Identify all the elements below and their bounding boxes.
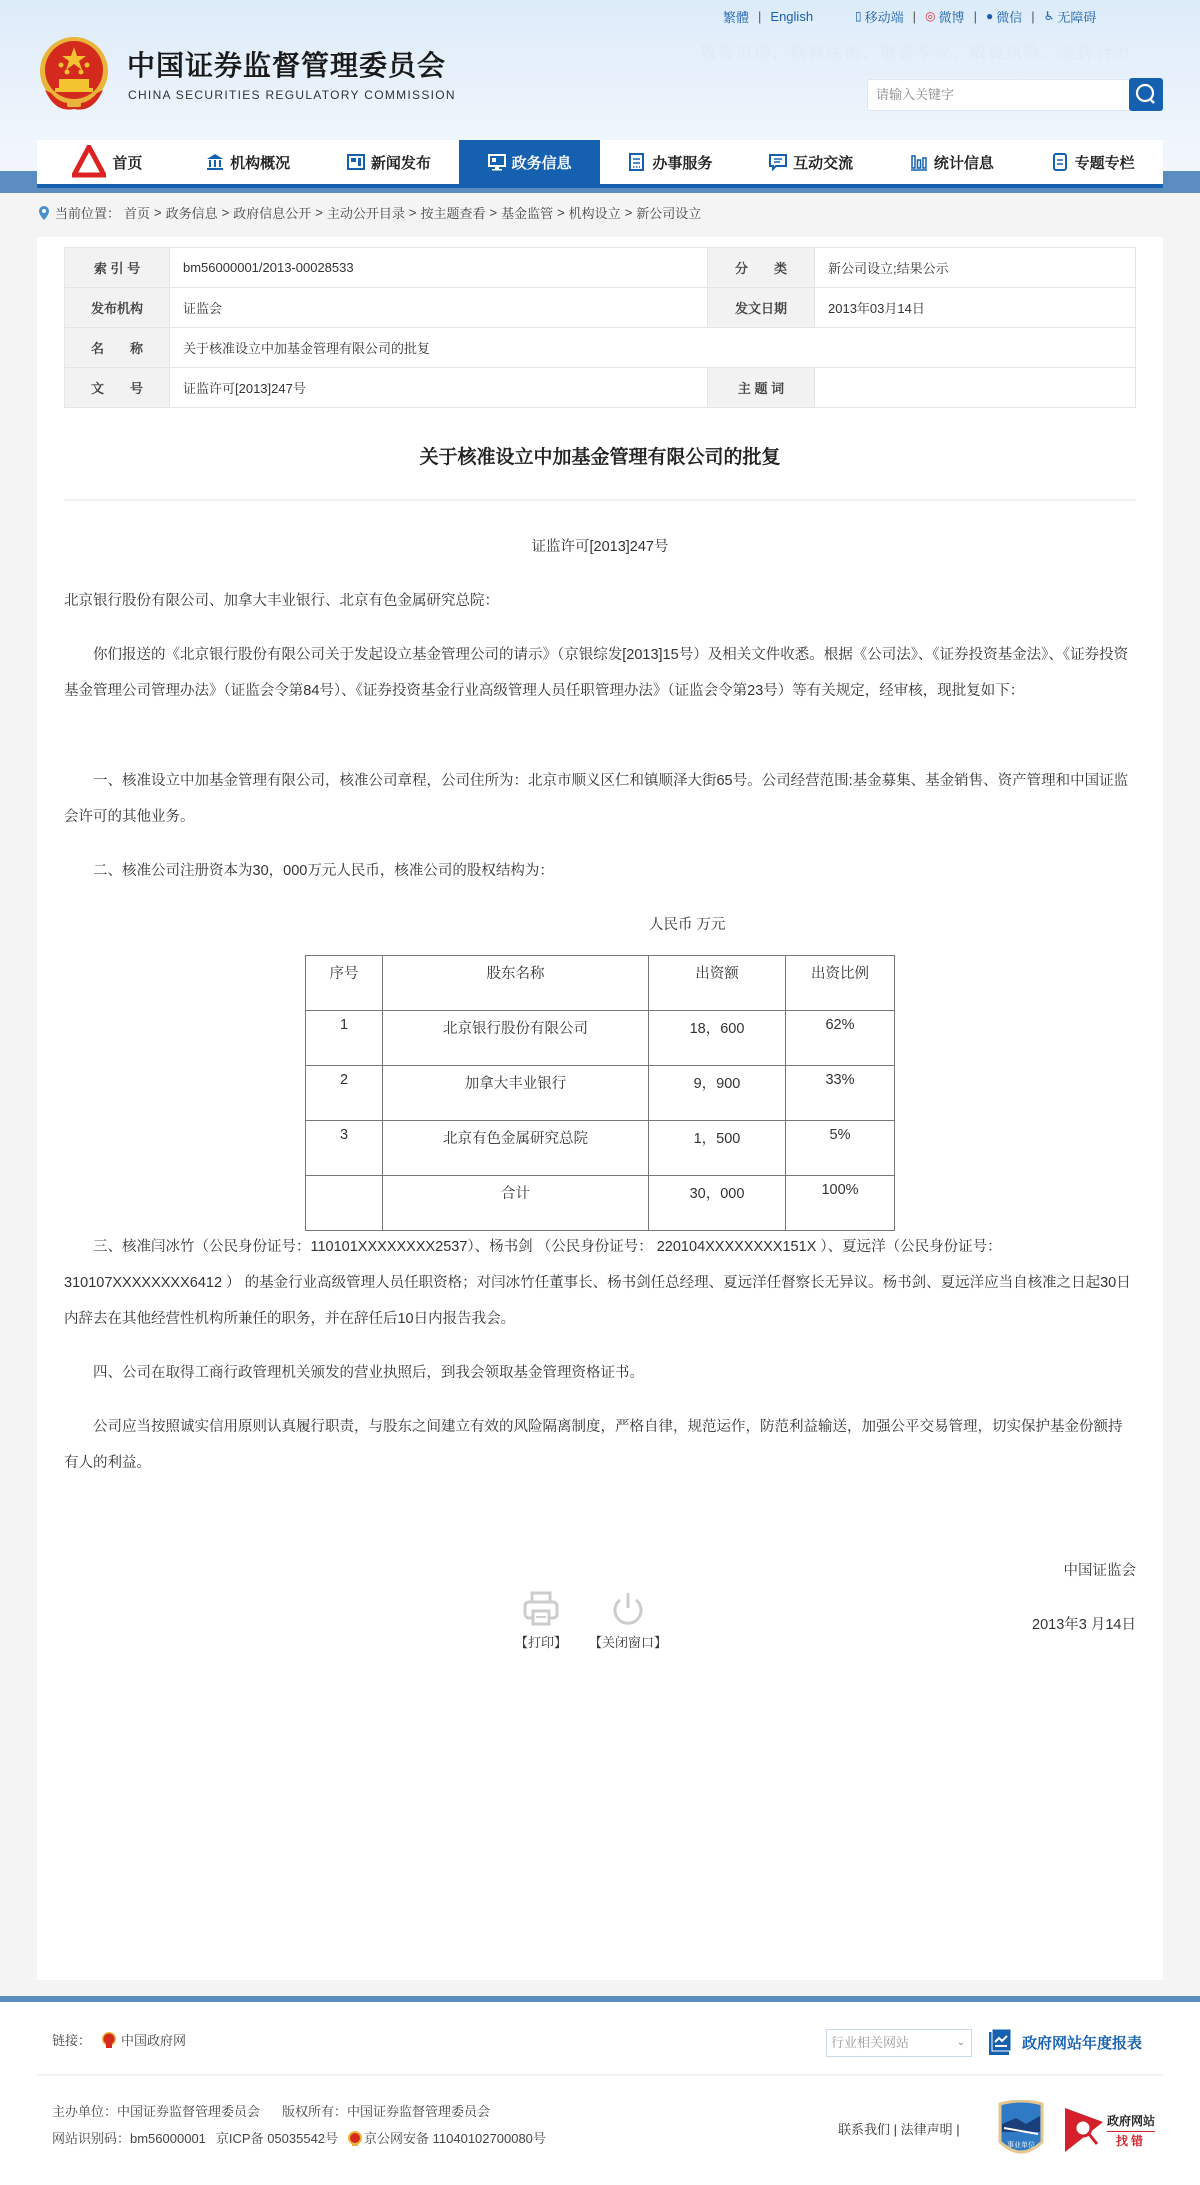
breadcrumb-separator: > xyxy=(221,205,230,220)
meta-value: 新公司设立;结果公示 xyxy=(815,248,1136,288)
table-header: 出资比例 xyxy=(786,956,895,1011)
table-total-row xyxy=(306,1176,895,1231)
annual-report-link[interactable] xyxy=(988,2028,1142,2056)
meta-label: 发文日期 xyxy=(708,288,815,328)
meta-label: 分 类 xyxy=(708,248,815,288)
meta-value: 证监会 xyxy=(170,288,708,328)
paragraph-intro: 你们报送的《北京银行股份有限公司关于发起设立基金管理公司的请示》（京银综发[2013]15号）及相关文件收悉。根据《公司法》、《证券投资基金法》、《证券投资基金管理公司管理办法》（证监会令第84号）、《证券投资基金行业高级管理人员任职管理办法》（证监会令第23号）等有关规定，经审核，现批复如下： xyxy=(64,647,1129,699)
stats-icon xyxy=(910,153,928,171)
main-content xyxy=(37,237,1163,1980)
search-icon xyxy=(1129,78,1163,111)
search-button[interactable] xyxy=(1129,78,1163,111)
table-cell: 北京有色金属研究总院 xyxy=(383,1121,649,1176)
table-row xyxy=(306,1011,895,1066)
site-footer xyxy=(0,1996,1200,2185)
site-subtitle: CHINA SECURITIES REGULATORY COMMISSION xyxy=(128,88,456,102)
table-cell: 30，000 xyxy=(649,1176,786,1231)
table-cell: 62% xyxy=(786,1011,895,1066)
addressee: 北京银行股份有限公司、加拿大丰业银行、北京有色金属研究总院： xyxy=(64,593,499,609)
nav-item-topics[interactable] xyxy=(1022,140,1163,184)
table-cell: 33% xyxy=(786,1066,895,1121)
table-cell: 1 xyxy=(306,1011,383,1066)
document-meta-table xyxy=(64,247,1136,408)
breadcrumb-item[interactable]: 政府信息公开 xyxy=(233,206,312,221)
table-cell: 3 xyxy=(306,1121,383,1176)
nav-item-gov-info[interactable] xyxy=(459,140,600,184)
table-cell: 2 xyxy=(306,1066,383,1121)
magnifier-flag-icon xyxy=(1065,2106,1103,2154)
gov-info-icon xyxy=(488,153,506,171)
table-cell: 1，500 xyxy=(649,1121,786,1176)
meta-label: 名 称 xyxy=(65,328,170,368)
gov-emblem-icon xyxy=(101,2031,117,2049)
meta-row xyxy=(65,328,1136,368)
gov-link-label: 中国政府网 xyxy=(121,2033,187,2048)
currency-unit: 人民币 万元 xyxy=(649,917,726,933)
breadcrumb-item[interactable]: 机构设立 xyxy=(568,206,621,221)
meta-row xyxy=(65,288,1136,328)
footer-links xyxy=(52,2030,186,2049)
nav-label: 政务信息 xyxy=(511,154,572,172)
table-row xyxy=(306,1121,895,1176)
link-accessibility[interactable]: 无障碍 xyxy=(1057,9,1097,25)
contact-us-link[interactable]: 联系我们 xyxy=(838,2122,891,2137)
findbug-top-text: 政府网站 xyxy=(1107,2112,1155,2132)
document-number: 证监许可[2013]247号 xyxy=(531,539,669,555)
shareholder-table xyxy=(305,955,895,1231)
breadcrumb-separator: > xyxy=(154,205,162,220)
paragraph-3: 三、核准闫冰竹（公民身份证号：110101XXXXXXXX2537）、杨书剑 （公民身份证号： 220104XXXXXXXX151X ）、夏远洋（公民身份证号：310107XXXXXXXX6412 ） 的基金行业高级管理人员任职资格；对闫冰竹任董事长、杨书剑任总经理、夏远洋任督察长无异议。杨书剑、夏远洋应当自核准之日起30日内辞去在其他经营性机构所兼任的职务，并在辞任后10日内报告我会。 xyxy=(64,1239,1131,1327)
institution-icon xyxy=(206,153,224,171)
nav-label: 首页 xyxy=(112,154,143,172)
table-header: 出资额 xyxy=(649,956,786,1011)
breadcrumb xyxy=(37,203,701,222)
breadcrumb-item[interactable]: 首页 xyxy=(124,206,151,221)
wechat-icon: ● xyxy=(985,9,994,23)
meta-label: 文 号 xyxy=(65,368,170,408)
link-traditional-chinese[interactable]: 繁體 xyxy=(723,9,750,25)
footer-info xyxy=(52,2098,546,2152)
police-badge-icon xyxy=(348,2131,362,2147)
nav-item-statistics[interactable] xyxy=(882,140,1023,184)
footer-contact-links: 联系我们 | 法律声明 | xyxy=(838,2122,960,2137)
public-institution-badge-icon[interactable] xyxy=(996,2100,1046,2162)
breadcrumb-separator: > xyxy=(557,205,565,220)
document-title: 关于核准设立中加基金管理有限公司的批复 xyxy=(419,447,781,468)
table-cell: 合计 xyxy=(383,1176,649,1231)
location-pin-icon xyxy=(37,205,51,221)
paragraph-2: 二、核准公司注册资本为30，000万元人民币，核准公司的股权结构为： xyxy=(93,863,554,879)
link-weibo[interactable]: 微博 xyxy=(938,9,965,25)
nav-item-service[interactable] xyxy=(600,140,741,184)
nav-item-home[interactable] xyxy=(37,140,178,184)
nav-label: 统计信息 xyxy=(933,154,994,172)
news-icon xyxy=(347,153,365,171)
nav-label: 专题专栏 xyxy=(1074,154,1135,172)
links-label: 链接： xyxy=(52,2033,92,2048)
nav-item-interaction[interactable] xyxy=(741,140,882,184)
breadcrumb-separator: > xyxy=(624,205,633,220)
service-icon xyxy=(628,153,646,171)
police-record[interactable]: 京公网安备 11040102700080号 xyxy=(364,2131,546,2146)
link-wechat[interactable]: 微信 xyxy=(996,9,1023,25)
breadcrumb-item[interactable]: 新公司设立 xyxy=(636,206,702,221)
close-window-button[interactable] xyxy=(589,1590,667,1651)
meta-value xyxy=(815,368,1136,408)
home-logo-icon xyxy=(72,145,106,179)
printer-icon xyxy=(522,1590,560,1628)
select-value: 行业相关网站 xyxy=(831,2035,910,2050)
breadcrumb-separator: > xyxy=(489,205,498,220)
svg-text:事业单位: 事业单位 xyxy=(1007,2141,1035,2149)
breadcrumb-separator: > xyxy=(408,205,417,220)
print-label: 【打印】 xyxy=(515,1635,568,1650)
nav-label: 办事服务 xyxy=(652,154,713,172)
top-links: 繁體 | English ▯ 移动端 | ◎ 微博 | ● 微信 | ♿ 无障碍 xyxy=(723,8,1097,25)
breadcrumb-item[interactable]: 按主题查看 xyxy=(420,206,486,221)
table-cell: 5% xyxy=(786,1121,895,1176)
title-divider xyxy=(64,499,1136,501)
nav-item-news[interactable] xyxy=(319,140,460,184)
icp-number[interactable]: 京ICP备 05035542号 xyxy=(215,2131,339,2146)
nav-item-institution[interactable] xyxy=(178,140,319,184)
meta-value: 2013年03月14日 xyxy=(815,288,1136,328)
find-error-badge[interactable] xyxy=(1065,2106,1155,2154)
related-sites-select[interactable] xyxy=(826,2029,972,2057)
slogan: 敬畏市场、敬畏法治、敬畏专业、敬畏风险、发挥合力 xyxy=(700,43,1133,62)
meta-value: bm56000001/2013-00028533 xyxy=(170,248,708,288)
meta-label: 主 题 词 xyxy=(708,368,815,408)
breadcrumb-prefix: 当前位置： xyxy=(55,206,121,221)
sign-date: 2013年3 月14日 xyxy=(1032,1617,1136,1633)
table-cell: 北京银行股份有限公司 xyxy=(383,1011,649,1066)
nav-label: 机构概况 xyxy=(230,154,291,172)
table-cell xyxy=(306,1176,383,1231)
table-header-row xyxy=(306,956,895,1011)
site-title: 中国证券监督管理委员会 xyxy=(127,49,447,82)
breadcrumb-item[interactable]: 主动公开目录 xyxy=(326,206,405,221)
weibo-icon: ◎ xyxy=(925,9,936,23)
power-icon xyxy=(609,1590,647,1628)
accessibility-icon: ♿ xyxy=(1043,9,1055,23)
legal-notice-link[interactable]: 法律声明 xyxy=(900,2122,953,2137)
table-header: 序号 xyxy=(306,956,383,1011)
chevron-down-icon: ⌄ xyxy=(956,2037,965,2048)
search-input[interactable]: 请输入关键字 xyxy=(867,79,1131,111)
meta-row xyxy=(65,248,1136,288)
gov-link[interactable] xyxy=(101,2030,186,2049)
table-cell: 18，600 xyxy=(649,1011,786,1066)
close-window-label: 【关闭窗口】 xyxy=(589,1635,668,1650)
paragraph-4: 四、公司在取得工商行政管理机关颁发的营业执照后，到我会领取基金管理资格证书。 xyxy=(93,1365,644,1381)
meta-label: 发布机构 xyxy=(65,288,170,328)
report-icon xyxy=(988,2028,1012,2056)
findbug-bottom-text: 找错 xyxy=(1116,2133,1147,2148)
signature: 中国证监会 xyxy=(1063,1563,1136,1579)
meta-label: 索 引 号 xyxy=(65,248,170,288)
table-cell: 100% xyxy=(786,1176,895,1231)
site-code: 网站识别码：bm56000001 xyxy=(52,2131,206,2146)
paragraph-1: 一、核准设立中加基金管理有限公司，核准公司章程，公司住所为：北京市顺义区仁和镇顺泽大街65号。公司经营范围:基金募集、基金销售、资产管理和中国证监会许可的其他业务。 xyxy=(64,773,1129,825)
paragraph-closing: 公司应当按照诚实信用原则认真履行职责，与股东之间建立有效的风险隔离制度，严格自律，规范运作，防范利益输送，加强公平交易管理，切实保护基金份额持有人的利益。 xyxy=(64,1419,1123,1471)
page-actions xyxy=(515,1590,667,1651)
breadcrumb-item[interactable]: 基金监管 xyxy=(501,206,554,221)
table-header: 股东名称 xyxy=(383,956,649,1011)
nav-label: 新闻发布 xyxy=(370,154,431,172)
link-english[interactable]: English xyxy=(770,8,814,24)
link-mobile[interactable]: 移动端 xyxy=(864,9,904,25)
host-org: 主办单位：中国证券监督管理委员会 xyxy=(52,2104,261,2119)
meta-value: 关于核准设立中加基金管理有限公司的批复 xyxy=(170,328,1136,368)
topic-icon xyxy=(1051,153,1069,171)
breadcrumb-separator: > xyxy=(315,205,323,220)
nav-label: 互动交流 xyxy=(793,154,854,172)
chat-icon xyxy=(769,153,787,171)
print-button[interactable] xyxy=(515,1590,567,1651)
report-label: 政府网站年度报表 xyxy=(1022,2034,1143,2052)
national-emblem-icon xyxy=(37,35,112,113)
mobile-icon: ▯ xyxy=(855,9,862,23)
main-nav xyxy=(37,140,1163,188)
meta-row xyxy=(65,368,1136,408)
table-cell: 9，900 xyxy=(649,1066,786,1121)
footer-divider xyxy=(37,2074,1163,2076)
meta-value: 证监许可[2013]247号 xyxy=(170,368,708,408)
breadcrumb-item[interactable]: 政务信息 xyxy=(165,206,218,221)
table-cell: 加拿大丰业银行 xyxy=(383,1066,649,1121)
copyright: 版权所有：中国证券监督管理委员会 xyxy=(282,2104,491,2119)
table-row xyxy=(306,1066,895,1121)
